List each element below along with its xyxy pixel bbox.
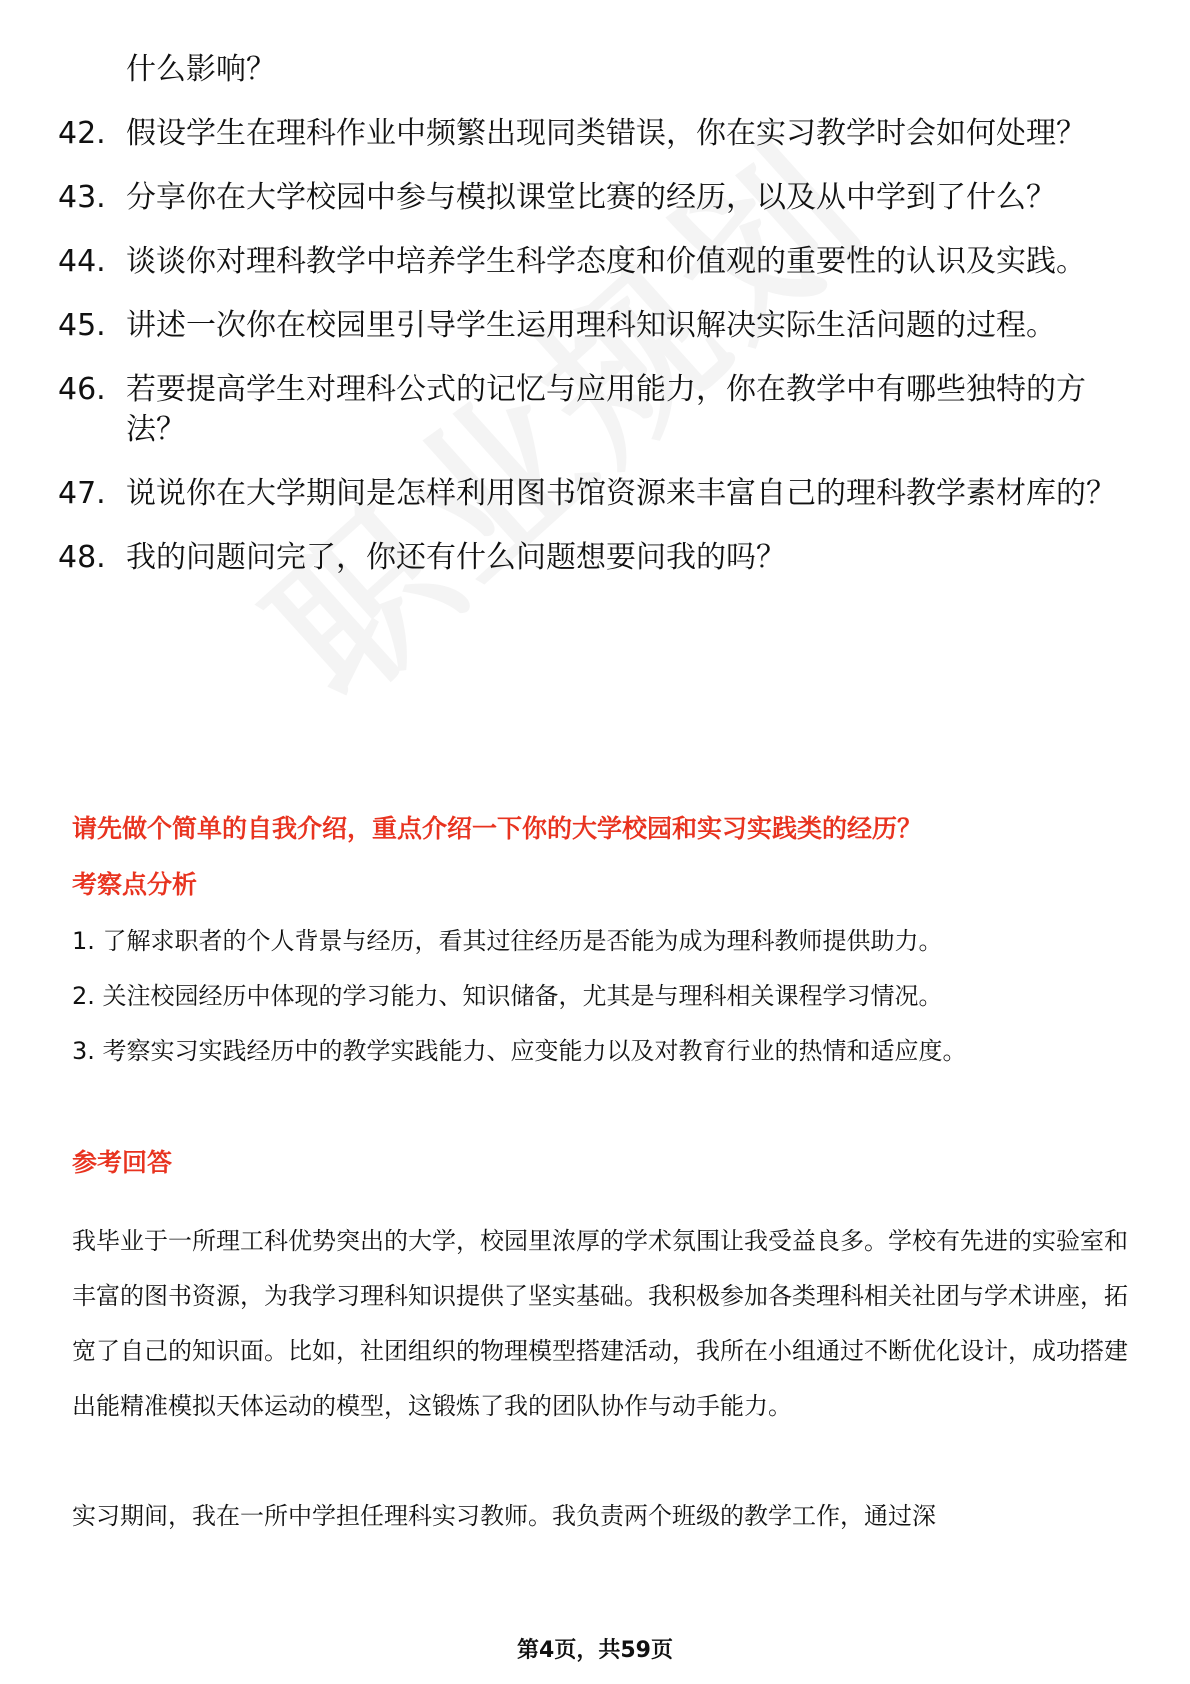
question-list [58,114,1128,602]
question-number: 47. [58,476,106,511]
question-number: 42. [58,116,106,151]
question-number: 43. [58,180,106,215]
question-item [58,178,1128,218]
question-number: 46. [58,372,106,407]
question-text: 分享你在大学校园中参与模拟课堂比赛的经历，以及从中学到了什么？ [126,180,1056,215]
answer-paragraph: 我毕业于一所理工科优势突出的大学，校园里浓厚的学术氛围让我受益良多。学校有先进的实验室和丰富的图书资源，为我学习理科知识提供了坚实基础。我积极参加各类理科相关社团与学术讲座，拓宽了自己的知识面。比如，社团组织的物理模型搭建活动，我所在小组通过不断优化设计，成功搭建出能精准模拟天体运动的模型，这锻炼了我的团队协作与动手能力。 [72,1227,1128,1420]
question-number: 44. [58,244,106,279]
question-item [58,474,1128,514]
question-text: 讲述一次你在校园里引导学生运用理科知识解决实际生活问题的过程。 [126,308,1056,343]
question-continuation: 什么影响？ [126,52,276,87]
question-number: 45. [58,308,106,343]
question-item [58,370,1128,450]
question-item [58,538,1128,578]
question-text: 说说你在大学期间是怎样利用图书馆资源来丰富自己的理科教学素材库的？ [126,476,1116,511]
question-number: 48. [58,540,106,575]
analysis-point: 1. 了解求职者的个人背景与经历，看其过往经历是否能为成为理科教师提供助力。 [72,927,943,955]
analysis-point: 2. 关注校园经历中体现的学习能力、知识储备，尤其是与理科相关课程学习情况。 [72,982,943,1010]
question-item [58,242,1128,282]
analysis-point: 3. 考察实习实践经历中的教学实践能力、应变能力以及对教育行业的热情和适应度。 [72,1037,967,1065]
question-text: 若要提高学生对理科公式的记忆与应用能力，你在教学中有哪些独特的方法？ [126,372,1086,447]
paragraph-gap [72,1434,1132,1489]
analysis-heading: 考察点分析 [72,870,198,899]
reference-answer [72,1214,1132,1544]
reference-heading: 参考回答 [72,1148,173,1177]
question-text: 谈谈你对理科教学中培养学生科学态度和价值观的重要性的认识及实践。 [126,244,1086,279]
highlight-question: 请先做个简单的自我介绍，重点介绍一下你的大学校园和实习实践类的经历？ [72,814,923,843]
question-item [58,114,1128,154]
question-text: 我的问题问完了，你还有什么问题想要问我的吗？ [126,540,786,575]
answer-paragraph: 实习期间，我在一所中学担任理科实习教师。我负责两个班级的教学工作，通过深 [72,1502,936,1530]
page-footer: 第4页，共59页 [517,1638,673,1663]
analysis-points [72,914,1132,1079]
question-item [58,306,1128,346]
question-text: 假设学生在理科作业中频繁出现同类错误，你在实习教学时会如何处理？ [126,116,1086,151]
